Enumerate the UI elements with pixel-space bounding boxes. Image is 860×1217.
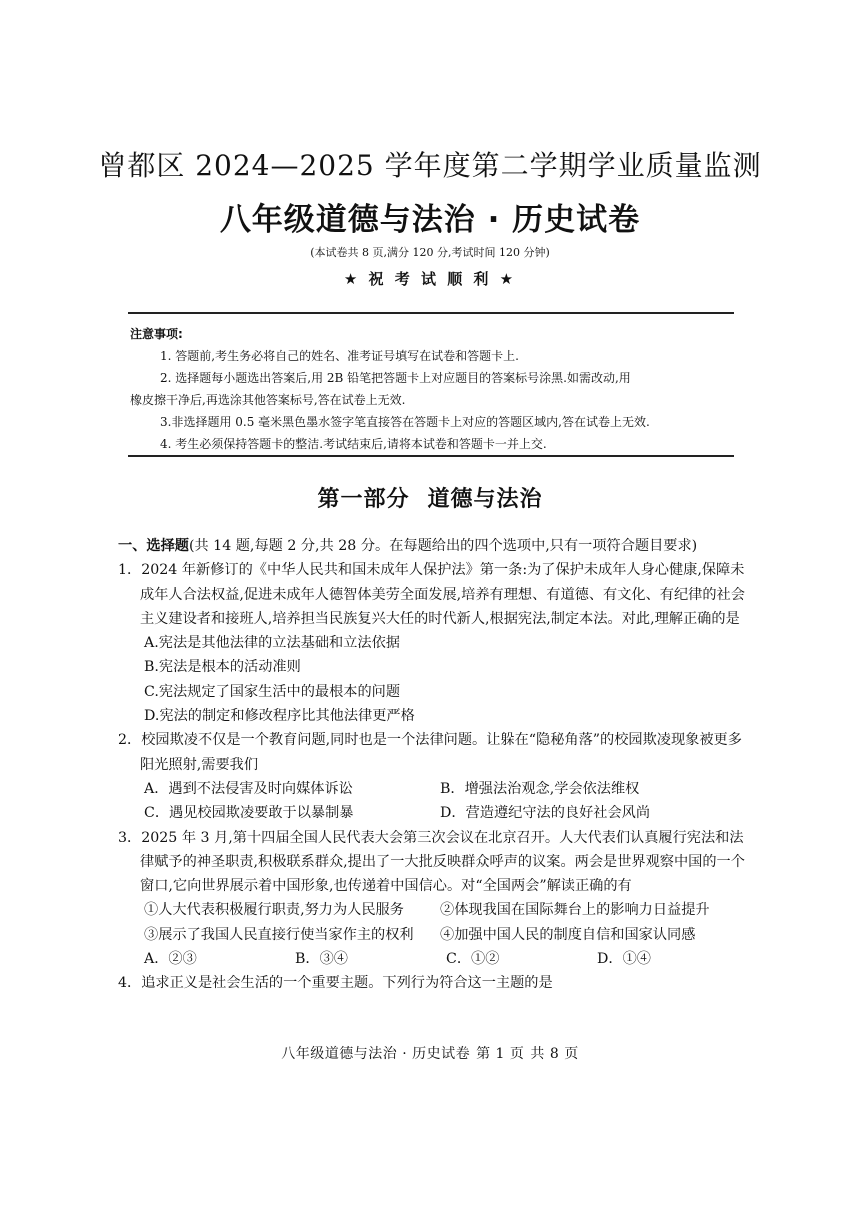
note-item-continued: 橡皮擦干净后,再选涂其他答案标号,答在试卷上无效. (130, 393, 406, 407)
question-3 (118, 826, 748, 972)
statement-1: ①人大代表积极履行职责,努力为人民服务 (144, 902, 404, 919)
good-luck-banner: ★ 祝 考 试 顺 利 ★ (343, 270, 517, 288)
exam-info: (本试卷共 8 页,满分 120 分,考试时间 120 分钟) (310, 246, 550, 259)
page-footer (0, 1043, 860, 1063)
notes-heading: 注意事项: (130, 327, 183, 341)
footer-total: 共 8 页 (530, 1046, 579, 1062)
section-label: 一、选择题 (118, 538, 189, 554)
note-item: 4. 考生必须保持答题卡的整洁.考试结束后,请将本试卷和答题卡一并上交. (160, 437, 547, 451)
question-2 (118, 728, 748, 825)
notes-box (130, 323, 734, 455)
option-d: D.宪法的制定和修改程序比其他法律更严格 (144, 708, 415, 725)
note-item: 1. 答题前,考生务必将自己的姓名、准考证号填写在试卷和答题卡上. (160, 349, 519, 363)
statements-row (118, 923, 748, 947)
option-a: A.宪法是其他法律的立法基础和立法依据 (144, 635, 400, 652)
question-1 (118, 558, 748, 728)
question-stem: 4．追求正义是社会生活的一个重要主题。下列行为符合这一主题的是 (118, 975, 553, 992)
footer-title: 八年级道德与法治 · 历史试卷 (281, 1046, 471, 1062)
questions-body (118, 534, 748, 996)
option-a: A．遇到不法侵害及时向媒体诉讼 (144, 780, 353, 797)
options-row (118, 947, 748, 971)
option-d: D．营造遵纪守法的良好社会风尚 (440, 805, 651, 822)
statements-row (118, 898, 748, 922)
footer-page: 第 1 页 (476, 1046, 525, 1062)
option-b: B．③④ (295, 951, 348, 968)
option-b: B．增强法治观念,学会依法维权 (440, 780, 640, 797)
option-c: C．①② (446, 951, 500, 968)
divider-bottom (128, 455, 734, 457)
question-stem: 1．2024 年新修订的《中华人民共和国未成年人保护法》第一条:为了保护未成年人身心健康,保障未成年人合法权益,促进未成年人德智体美劳全面发展,培养有理想、有道德、有文化、有纪律的社会主义建设者和接班人,培养担当民族复兴大任的时代新人,根据宪法,制定本法。对此,理解正确的是 (118, 562, 745, 627)
part-heading (0, 482, 860, 513)
option-d: D．①④ (597, 951, 651, 968)
exam-title: 曾都区 2024—2025 学年度第二学期学业质量监测 (98, 149, 762, 182)
question-stem: 2．校园欺凌不仅是一个教育问题,同时也是一个法律问题。让躲在“隐秘角落”的校园欺凌现象被更多阳光照射,需要我们 (118, 732, 742, 773)
options-row (118, 801, 748, 825)
part-name: 道德与法治 (427, 487, 543, 512)
options-row (118, 777, 748, 801)
option-c: C.宪法规定了国家生活中的最根本的问题 (144, 683, 401, 700)
statement-4: ④加强中国人民的制度自信和国家认同感 (440, 926, 696, 943)
option-b: B.宪法是根本的活动准则 (144, 659, 301, 676)
note-item: 3.非选择题用 0.5 毫米黑色墨水签字笔直接答在答题卡上对应的答题区域内,答在试卷上无效. (160, 415, 650, 429)
option-c: C．遇见校园欺凌要敢于以暴制暴 (144, 805, 354, 822)
option-a: A．②③ (144, 951, 197, 968)
statement-3: ③展示了我国人民直接行使当家作主的权利 (144, 926, 414, 943)
question-stem: 3．2025 年 3 月,第十四届全国人民代表大会第三次会议在北京召开。人大代表们认真履行宪法和法律赋予的神圣职责,积极联系群众,提出了一大批反映群众呼声的议案。两会是世界观察中国的一个窗口,它向世界展示着中国形象,也传递着中国信心。对“全国两会”解读正确的有 (118, 829, 745, 895)
exam-subtitle: 八年级道德与法治 · 历史试卷 (219, 202, 641, 238)
divider-top (128, 312, 734, 314)
part-label: 第一部分 (317, 487, 410, 512)
note-item: 2. 选择题每小题选出答案后,用 2B 铅笔把答题卡上对应题目的答案标号涂黑.如需改动,用 (160, 371, 631, 385)
question-4 (118, 971, 748, 995)
section-heading (118, 534, 748, 558)
statement-2: ②体现我国在国际舞台上的影响力日益提升 (440, 902, 710, 919)
section-description: (共 14 题,每题 2 分,共 28 分。在每题给出的四个选项中,只有一项符合题目要求) (188, 538, 698, 554)
